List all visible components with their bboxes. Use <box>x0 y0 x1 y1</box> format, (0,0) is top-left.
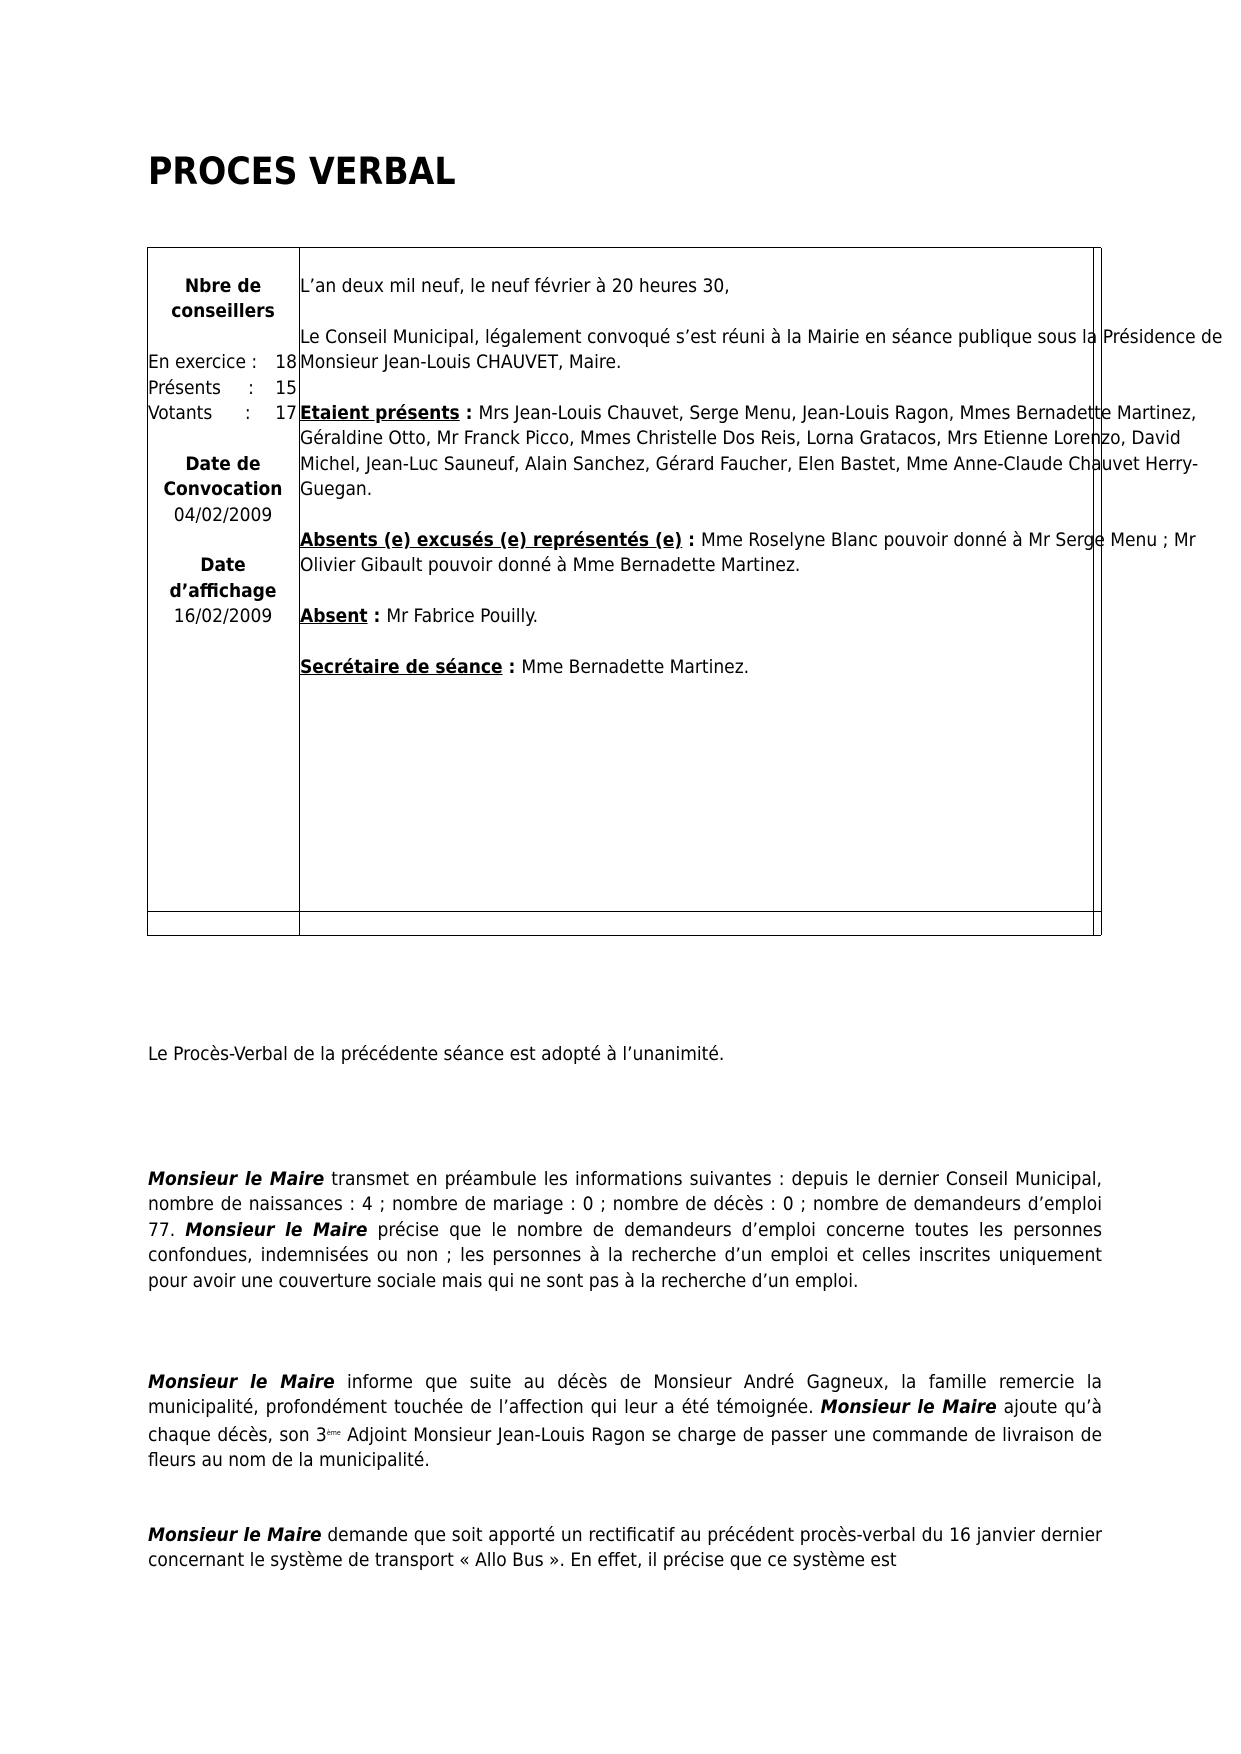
presents-label: Présents : <box>148 376 254 399</box>
page-title: PROCES VERBAL <box>148 150 456 193</box>
maire-emphasis: Monsieur le Maire <box>185 1218 368 1241</box>
secretaire-name: Mme Bernadette Martinez. <box>521 656 750 679</box>
secretaire-paragraph: Secrétaire de séance : Mme Bernadette Martinez. <box>300 656 750 679</box>
p3-text: demande que soit apporté un rectificatif au précédent procès-verbal du 16 janvier dernier concernant le système de transport « Allo Bus ». En effet, il précise que ce système est <box>148 1524 1102 1572</box>
excuses-heading: Absents (e) excusés (e) représentés (e) <box>300 529 683 552</box>
absent-name: Mr Fabrice Pouilly. <box>386 605 539 628</box>
maire-emphasis: Monsieur le Maire <box>148 1524 322 1546</box>
session-intro: L’an deux mil neuf, le neuf février à 20 heures 30, <box>300 275 730 297</box>
en-exercice-row <box>148 350 298 375</box>
absent-heading: Absent <box>300 605 368 628</box>
convocation-date: 04/02/2009 <box>173 503 273 526</box>
affichage-date: 16/02/2009 <box>173 605 273 628</box>
adoption-paragraph: Le Procès-Verbal de la précédente séance est adopté à l’unanimité. <box>148 1043 725 1065</box>
header-table <box>147 247 1223 936</box>
votants-row <box>148 401 298 426</box>
affichage-label-2: d’affichage <box>169 579 277 602</box>
p1-text-a: transmet en préambule les informations suivantes : depuis le dernier Conseil Municipal, nombre de naissances : 4 ; nombre de mariage : 0 ; nombre de décès : 0 ; nombre de demandeurs d’emploi 77. <box>148 1168 1102 1241</box>
p2-text-b: ajoute qu’à chaque décès, son 3 <box>148 1396 1102 1446</box>
conseillers-label: conseillers <box>171 300 275 323</box>
maire-emphasis: Monsieur le Maire <box>148 1371 335 1393</box>
presents-value: 15 <box>275 376 297 399</box>
votants-value: 17 <box>275 402 297 425</box>
maire-emphasis: Monsieur le Maire <box>820 1396 997 1419</box>
en-exercice-value: 18 <box>275 351 297 374</box>
p2-text-a: informe que suite au décès de Monsieur André Gagneux, la famille remercie la municipalité, profondément touchée de l’affection qui leur a été témoignée. <box>148 1371 1102 1419</box>
convocation-label-2: Convocation <box>163 478 283 501</box>
nbre-label: Nbre de <box>184 275 262 297</box>
session-details-cell <box>300 274 1241 680</box>
row-divider <box>148 911 1101 912</box>
convocation-label-1: Date de <box>185 452 261 475</box>
session-convocation: Le Conseil Municipal, légalement convoqué s’est réuni à la Mairie en séance publique sous la Présidence de Monsieur Jean-Louis CHAUVET, Maire. <box>300 325 1223 374</box>
paragraph-rectificatif <box>148 1523 1102 1574</box>
paragraph-informations <box>148 1167 1102 1294</box>
absent-paragraph: Absent : Mr Fabrice Pouilly. <box>300 605 539 628</box>
presents-row <box>148 376 298 401</box>
affichage-label-1: Date <box>200 554 246 577</box>
p1-text-b: précise que le nombre de demandeurs d’emploi concerne toutes les personnes confondues, indemnisées ou non ; les personnes à la recherche d’un emploi et celles inscrites uniquement pour avoir une couverture sociale mais qui ne sont pas à la recherche d’un emploi. <box>148 1218 1102 1292</box>
maire-emphasis: Monsieur le Maire <box>148 1168 325 1190</box>
ordinal-superscript: ème <box>326 1428 341 1437</box>
p2-text-c: Adjoint Monsieur Jean-Louis Ragon se charge de passer une commande de livraison de fleurs au nom de la municipalité. <box>148 1423 1102 1472</box>
excuses-list: Mme Roselyne Blanc pouvoir donné à Mr Serge Menu ; Mr Olivier Gibault pouvoir donné à Mme Bernadette Martinez. <box>300 529 1196 577</box>
en-exercice-label: En exercice : <box>148 351 258 374</box>
presents-list: Mrs Jean-Louis Chauvet, Serge Menu, Jean-Louis Ragon, Mmes Bernadette Martinez, Géraldine Otto, Mr Franck Picco, Mmes Christelle Dos Reis, Lorna Gratacos, Mrs Etienne Lorenzo, David Michel, Jean-Luc Sauneuf, Alain Sanchez, Gérard Faucher, Elen Bastet, Mme Anne-Claude Chauvet Herry-Guegan. <box>300 402 1199 501</box>
presents-paragraph: Etaient présents : Mrs Jean-Louis Chauvet, Serge Menu, Jean-Louis Ragon, Mmes Bernadette Martinez, Géraldine Otto, Mr Franck Picco, Mmes Christelle Dos Reis, Lorna Gratacos, Mrs Etienne Lorenzo, David Michel, Jean-Luc Sauneuf, Alain Sanchez, Gérard Faucher, Elen Bastet, Mme Anne-Claude Chauvet Herry-Guegan. <box>300 402 1199 501</box>
council-info-cell <box>148 274 298 630</box>
secretaire-heading: Secrétaire de séance <box>300 656 503 679</box>
presents-heading: Etaient présents <box>300 402 460 424</box>
excuses-paragraph: Absents (e) excusés (e) représentés (e) : Mme Roselyne Blanc pouvoir donné à Mr Serge Menu ; Mr Olivier Gibault pouvoir donné à Mme Bernadette Martinez. <box>300 529 1196 577</box>
votants-label: Votants : <box>148 402 251 425</box>
paragraph-condoleances <box>148 1370 1102 1474</box>
